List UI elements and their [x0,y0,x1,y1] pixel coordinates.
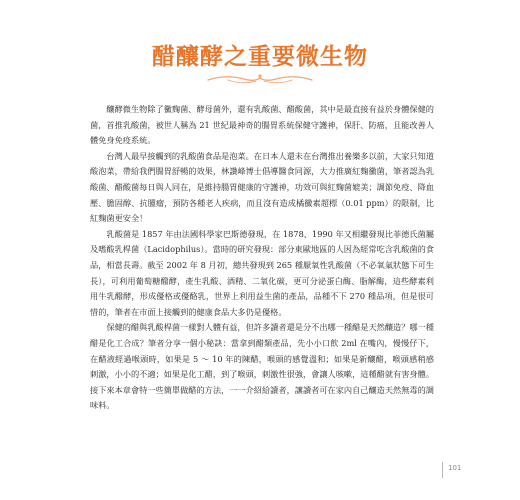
paragraph: 乳酸菌是 1857 年由法國科學家巴斯德發現，在 1878、1990 年又相繼發現比菲德氏菌屬及嗜酸乳桿菌（Lacidophilus）。當時的研究發現：部分東歐地區的人因為經常吃含乳酸菌的食品，相當長壽。截至 2002 年 8 月初，總共發現到 265 種厭氧性乳酸菌（不必氧氣狀態下可生長），可利用葡萄糖醱酵，產生乳酸、酒精、二氧化碳，更可分泌蛋白酶、脂解酶，這些酵素利用牛乳醱酵，形成優格或優酪乳，世界上利用益生菌的產品，品種不下 270 種品項，但是很可惜的，筆者在市面上接觸到的健康食品大多仍是優格。 [90,228,434,317]
paragraph: 台灣人最早接觸到的乳酸菌食品是泡菜。在日本人還未在台灣推出養樂多以前，大家只知道酸泡菜，帶給我們腸胃舒暢的效果，林讚峰博士倡導醫食同源，大力推廣紅麴黴菌，筆者認為乳酸菌、醋酸菌每日與人同在，是維持腸胃健康的守護神，功效可與紅麴菌媲美；調節免疫、降血壓、膽固醇、抗腫瘤，預防各種老人疾病，而且沒有造成橘黴素超標（0.01 ppm）的限制，比紅麴菌更安全！ [90,150,434,224]
paragraph: 保健的醋與乳酸桿菌一樣對人體有益，但許多讀者還是分不出哪一種醋是天然釀造？哪一種醋是化工合成？筆者分享一個小秘訣：當拿到醋類產品，先小小口飲 2ml 在嘴內，慢慢仔下，在醋液經過喉頭時，如果是 5 ～ 10 年的陳醋，喉頭的感覺溫和；如果是新釀醋，喉頭感稍感刺激，小小的不適；如果是化工醋，到了喉頭，刺激性很強，會讓人咳嗽，這種醋就有害身體。接下來本章會特一些簡單做醋的方法，一一介紹給讀者，讓讀者可在家內自己釀造天然無毒的調味料。 [90,322,434,411]
page-number-divider [442,462,443,478]
paragraph: 釀酵微生物除了黴麴菌、酵母菌外，還有乳酸菌、醋酸菌，其中是最直接有益於身體保健的菌，首推乳酸菌，被世人稱為 21 世紀最神奇的腸胃系統保健守護神，保肝、防癌，且能改善人體免身免疫系統。 [90,104,434,146]
page-title: 醋釀酵之重要微生物 [152,43,368,70]
article-body [90,102,434,414]
page-number: 101 [448,464,462,472]
title-ornament [204,70,316,88]
